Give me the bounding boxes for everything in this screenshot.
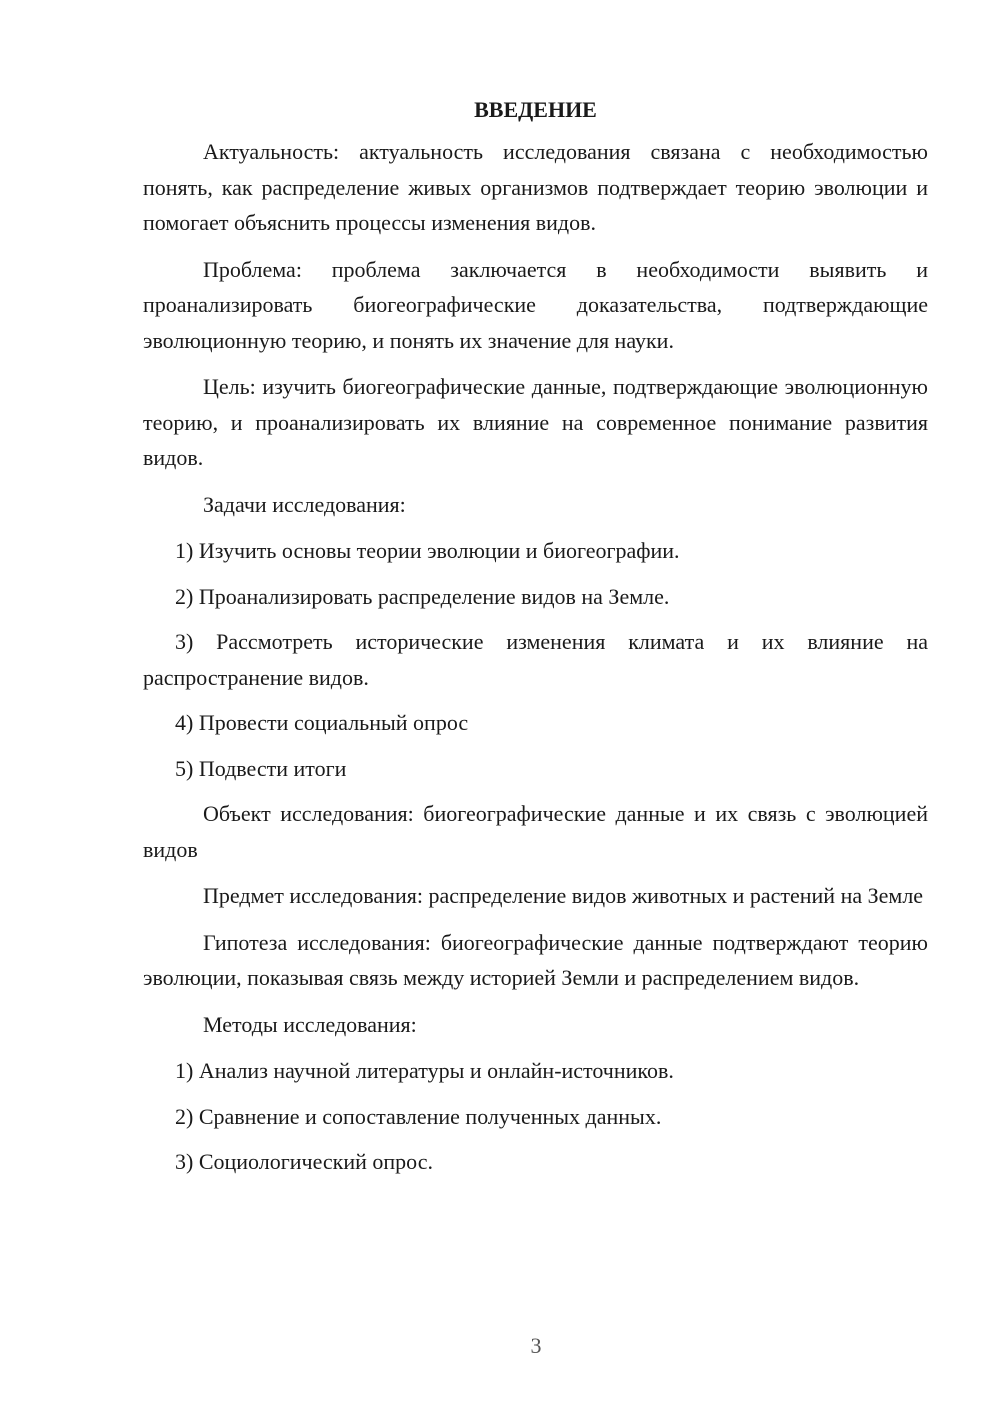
page-title: ВВЕДЕНИЕ bbox=[474, 97, 597, 122]
document-page bbox=[143, 92, 928, 1190]
paragraph-goal: Цель: изучить биогеографические данные, подтверждающие эволюционную теорию, и проанализировать их влияние на современное понимание развития видов. bbox=[143, 374, 928, 470]
paragraph-actuality: Актуальность: актуальность исследования связана с необходимостью понять, как распределение живых организмов подтверждает теорию эволюции и помогает объяснить процессы изменения видов. bbox=[143, 139, 928, 235]
task-item-5: 5) Подвести итоги bbox=[175, 755, 347, 781]
paragraph-subject: Предмет исследования: распределение видов животных и растений на Земле bbox=[203, 883, 924, 908]
page-number: 3 bbox=[530, 1333, 542, 1358]
paragraph-object: Объект исследования: биогеографические данные и их связь с эволюцией видов bbox=[143, 801, 928, 862]
paragraph-hypothesis: Гипотеза исследования: биогеографические данные подтверждают теорию эволюции, показывая связь между историей Земли и распределением видов. bbox=[143, 929, 928, 990]
paragraph-problem: Проблема: проблема заключается в необходимости выявить и проанализировать биогеографические доказательства, подтверждающие эволюционную теорию, и понять их значение для науки. bbox=[143, 256, 928, 353]
task-item-4: 4) Провести социальный опрос bbox=[175, 710, 469, 735]
method-item-3: 3) Социологический опрос. bbox=[175, 1149, 433, 1174]
method-item-2: 2) Сравнение и сопоставление полученных данных. bbox=[175, 1103, 662, 1129]
task-item-3: 3) Рассмотреть исторические изменения климата и их влияние на распространение видов. bbox=[143, 629, 928, 690]
task-item-1: 1) Изучить основы теории эволюции и биогеографии. bbox=[175, 538, 680, 563]
methods-heading: Методы исследования: bbox=[203, 1011, 417, 1037]
tasks-heading: Задачи исследования: bbox=[203, 491, 406, 517]
task-item-2: 2) Проанализировать распределение видов на Земле. bbox=[175, 583, 670, 609]
method-item-1: 1) Анализ научной литературы и онлайн-источников. bbox=[175, 1058, 674, 1083]
